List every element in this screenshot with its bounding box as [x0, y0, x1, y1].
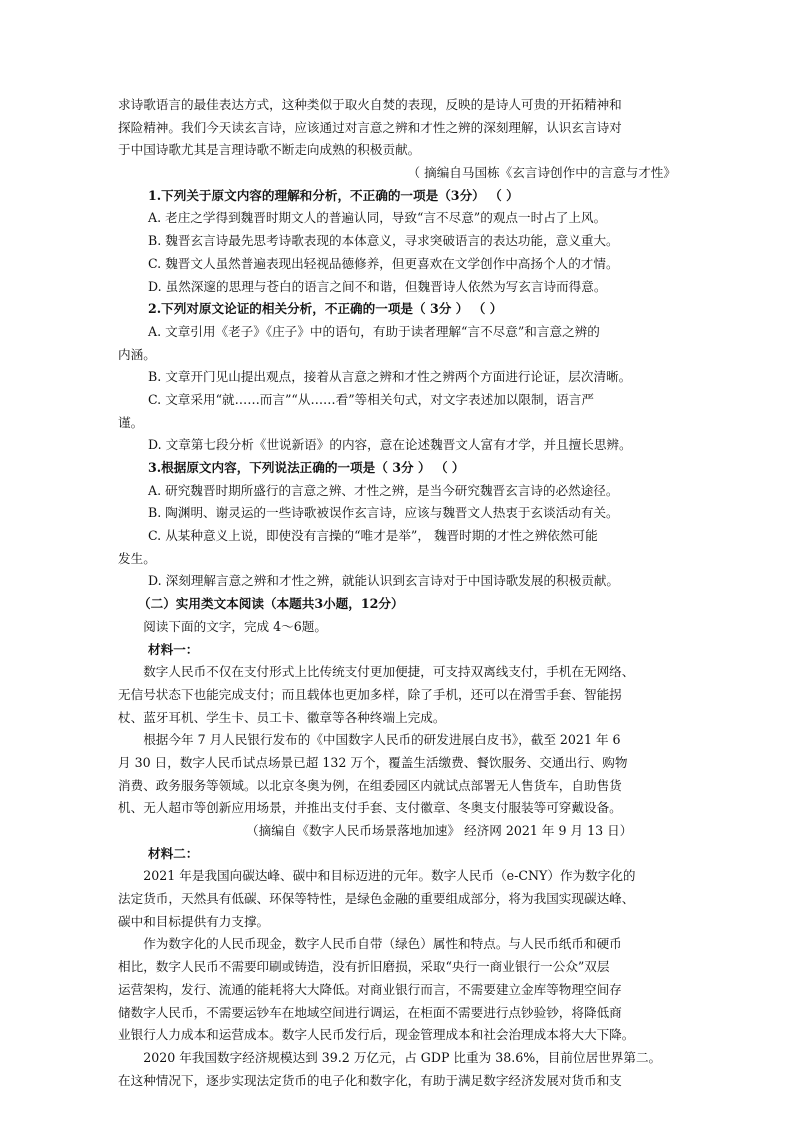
text-line: 运营架构，发行、流通的能耗将大大降低。对商业银行而言，不需要建立金库等物理空间存	[118, 981, 622, 997]
text-line: 谨。	[118, 414, 144, 430]
text-line: 数字人民币不仅在支付形式上比传统支付更加便捷，可支持双离线支付，手机在无网络、	[143, 664, 635, 680]
option-line: C. 从某种意义上说，即使没有言操的“唯才是举”， 魏晋时期的才性之辨依然可能	[148, 528, 598, 544]
material-heading: 材料二：	[148, 845, 199, 861]
option-line: B. 陶渊明、谢灵运的一些诗歌被误作玄言诗，应该与魏晋文人热衷于玄谈活动有关。	[148, 505, 619, 521]
source-citation: （ 摘编自马国栋《玄言诗创作中的言意与才性》	[407, 165, 676, 181]
option-line: D. 虽然深邃的思理与苍白的语言之间不和谐，但魏晋诗人依然为写玄言诗而得意。	[148, 278, 607, 294]
text-line: 于中国诗歌尤其是言理诗歌不断走向成熟的积极贡献。	[118, 142, 421, 158]
question-2: 2.下列对原文论证的相关分析，不正确的一项是（ 3分 ） （ ）	[148, 301, 503, 317]
text-line: 求诗歌语言的最佳表达方式，这种类似于取火自焚的表现，反映的是诗人可贵的开拓精神和	[118, 97, 622, 112]
text-line: 消费、政务服务等领域。以北京冬奥为例，在组委园区内就试点部署无人售货车，自助售货	[118, 777, 622, 793]
question-3: 3.根据原文内容，下列说法正确的一项是（ 3分 ） （ ）	[148, 460, 465, 475]
option-line: A. 研究魏晋时期所盛行的言意之辨、才性之辨，是当今研究魏晋玄言诗的必然途径。	[148, 482, 619, 498]
question-1: 1.下列关于原文内容的理解和分析，不正确的一项是（3分） （ ）	[148, 187, 519, 203]
text-line: 无信号状态下也能完成支付；而且载体也更加多样，除了手机，还可以在滑雪手套、智能拐	[118, 686, 622, 702]
material-heading: 材料一：	[148, 641, 199, 657]
text-line: 业银行人力成本和运营成本。数字人民币发行后，现金管理成本和社会治理成本将大大下降。	[118, 1027, 635, 1043]
option-line: B. 魏晋玄言诗最先思考诗歌表现的本体意义，寻求突破语言的表达功能，意义重大。	[148, 233, 619, 249]
text-line: 相比，数字人民币不需要印刷或铸造，没有折旧磨损，采取“央行一商业银行一公众”双层	[118, 959, 610, 975]
text-line: 根据今年 7 月人民银行发布的《中国数字人民币的研发进展白皮书》，截至 2021 年 6	[143, 732, 621, 748]
text-line: 作为数字化的人民币现金，数字人民币自带（绿色）属性和特点。与人民币纸币和硬币	[143, 936, 622, 952]
text-line: 机、无人超市等创新应用场景，并推出支付手套、支付徽章、冬奥支付服装等可穿戴设备。	[118, 800, 622, 816]
section-heading: （二）实用类文本阅读（本题共3小题，12分）	[138, 596, 404, 612]
text-line: 月 30 日，数字人民币试点场景已超 132 万个，覆盖生活缴费、餐饮服务、交通出行、购物	[118, 754, 628, 770]
option-line: D. 深刻理解言意之辨和才性之辨，就能认识到玄言诗对于中国诗歌发展的积极贡献。	[148, 573, 620, 589]
text-line: 2021 年是我国向碳达峰、碳中和目标迈进的元年。数字人民币（e-CNY）作为数字化的	[143, 868, 636, 884]
option-line: A. 文章引用《老子》《庄子》中的语句，有助于读者理解“言不尽意”和言意之辨的	[148, 323, 600, 339]
text-line: 杖、蓝牙耳机、学生卡、员工卡、徽章等各种终端上完成。	[118, 709, 446, 725]
option-line: D. 文章第七段分析《世说新语》的内容，意在论述魏晋文人富有才学，并且擅长思辨。	[148, 437, 632, 453]
option-line: C. 文章采用“就……而言”“从……看”等相关句式，对文字表述加以限制，语言严	[148, 391, 594, 407]
option-line: B. 文章开门见山提出观点，接着从言意之辨和才性之辨两个方面进行论证，层次清晰。	[148, 369, 632, 385]
text-line: 探险精神。我们今天读玄言诗，应该通过对言意之辨和才性之辨的深刻理解，认识玄言诗对	[118, 119, 622, 135]
option-line: A. 老庄之学得到魏晋时期文人的普遍认同，导致“言不尽意”的观点一时占了上风。	[148, 210, 607, 226]
text-line: 发生。	[118, 550, 156, 566]
document-body	[118, 94, 676, 1092]
source-citation: （摘编自《数字人民币场景落地加速》 经济网 2021 年 9 月 13 日）	[246, 823, 633, 838]
instruction-text: 阅读下面的文字，完成 4～6题。	[143, 618, 327, 634]
text-line: 内涵。	[118, 346, 156, 362]
text-line: 储数字人民币，不需要运钞车在地域空间进行调运，在柜面不需要进行点钞验钞，将降低商	[118, 1004, 622, 1020]
option-line: C. 魏晋文人虽然普遍表现出轻视品德修养，但更喜欢在文学创作中高扬个人的才情。	[148, 255, 619, 271]
text-line: 碳中和目标提供有力支撑。	[118, 913, 270, 929]
text-line: 2020 年我国数字经济规模达到 39.2 万亿元，占 GDP 比重为 38.6%，目前位居世界第二。	[143, 1049, 662, 1065]
text-line: 法定货币，天然具有低碳、环保等特性，是绿色金融的重要组成部分，将为我国实现碳达峰、	[118, 891, 635, 907]
text-line: 在这种情况下，逐步实现法定货币的电子化和数字化，有助于满足数字经济发展对货币和支	[118, 1072, 622, 1088]
